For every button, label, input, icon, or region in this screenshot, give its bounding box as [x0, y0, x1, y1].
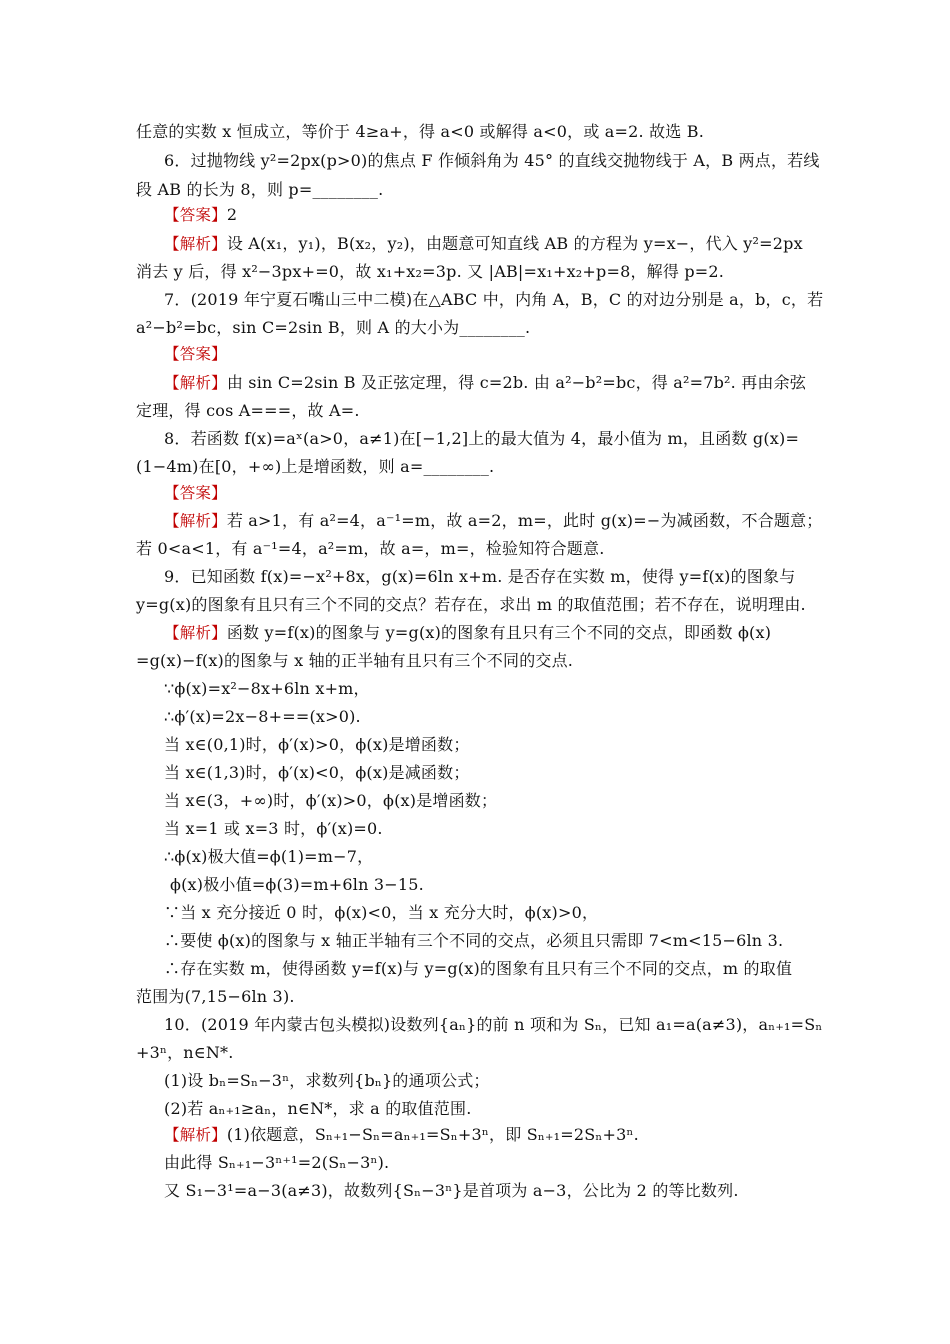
text-line: ∴ϕ(x)极大值=ϕ(1)=m−7，	[164, 847, 374, 866]
text-line: y=g(x)的图象有且只有三个不同的交点？若存在，求出 m 的取值范围；若不存在，说明理由.	[136, 595, 806, 614]
answer-line	[164, 344, 227, 364]
analysis-line	[164, 511, 822, 531]
sub-question-1: (1)设 bₙ=Sₙ−3ⁿ，求数列{bₙ}的通项公式；	[164, 1071, 490, 1090]
question-7: 7．(2019 年宁夏石嘴山三中二模)在△ABC 中，内角 A，B，C 的对边分别是 a，b，c，若	[164, 290, 824, 309]
text-line: a²−b²=bc，sin C=2sin B，则 A 的大小为________.	[136, 318, 531, 337]
answer-text: 2	[226, 205, 238, 224]
text-line: +3ⁿ，n∈N*.	[136, 1043, 234, 1062]
analysis-text: 由 sin C=2sin B 及正弦定理，得 c=2b. 由 a²−b²=bc，得 a²=7b². 再由余弦	[226, 373, 807, 392]
analysis-line	[164, 373, 806, 393]
analysis-text: 若 a>1，有 a²=4，a⁻¹=m，故 a=2，m=，此时 g(x)=−为减函数，不合题意；	[226, 511, 823, 530]
text-line: 若 0<a<1，有 a⁻¹=4，a²=m，故 a=，m=，检验知符合题意.	[136, 539, 605, 558]
answer-tag: 【答案】	[164, 206, 227, 224]
answer-tag: 【答案】	[164, 345, 227, 363]
question-8: 8．若函数 f(x)=aˣ(a>0，a≠1)在[−1,2]上的最大值为 4，最小值为 m，且函数 g(x)=	[164, 429, 800, 448]
answer-tag: 【答案】	[164, 484, 227, 502]
analysis-line	[164, 623, 771, 643]
text-line: ∴ϕ′(x)=2x−8+==(x>0).	[164, 707, 361, 726]
analysis-tag: 【解析】	[164, 624, 227, 642]
analysis-line	[164, 1125, 639, 1145]
question-10: 10．(2019 年内蒙古包头模拟)设数列{aₙ}的前 n 项和为 Sₙ，已知 a₁=a(a≠3)，aₙ₊₁=Sₙ	[164, 1015, 823, 1034]
analysis-text: 设 A(x₁，y₁)，B(x₂，y₂)，由题意可知直线 AB 的方程为 y=x−，代入 y²=2px	[226, 234, 803, 253]
text-line: 定理，得 cos A===，故 A=.	[136, 401, 360, 420]
text-line: ϕ(x)极小值=ϕ(3)=m+6ln 3−15.	[170, 875, 424, 894]
text-line: ∵当 x 充分接近 0 时，ϕ(x)<0，当 x 充分大时，ϕ(x)>0，	[164, 903, 599, 922]
text-line: ∴要使 ϕ(x)的图象与 x 轴正半轴有三个不同的交点，必须且只需即 7<m<15−6ln 3.	[164, 931, 784, 950]
text-line: 当 x∈(1,3)时，ϕ′(x)<0，ϕ(x)是减函数；	[164, 763, 470, 782]
question-9: 9．已知函数 f(x)=−x²+8x，g(x)=6ln x+m. 是否存在实数 m，使得 y=f(x)的图象与	[164, 567, 796, 586]
text-line: ∴存在实数 m，使得函数 y=f(x)与 y=g(x)的图象有且只有三个不同的交点，m 的取值	[164, 959, 793, 978]
question-6: 6．过抛物线 y²=2px(p>0)的焦点 F 作倾斜角为 45° 的直线交抛物线于 A，B 两点，若线	[164, 151, 820, 170]
text-line: 段 AB 的长为 8，则 p=________.	[136, 180, 384, 199]
answer-line	[164, 205, 237, 225]
text-line: 当 x∈(0,1)时，ϕ′(x)>0，ϕ(x)是增函数；	[164, 735, 470, 754]
text-line: 又 S₁−3¹=a−3(a≠3)，故数列{Sₙ−3ⁿ}是首项为 a−3，公比为 2 的等比数列.	[164, 1181, 739, 1200]
analysis-line	[164, 234, 803, 254]
analysis-text: 函数 y=f(x)的图象与 y=g(x)的图象有且只有三个不同的交点，即函数 ϕ(x)	[226, 623, 772, 642]
text-line: (1−4m)在[0，+∞)上是增函数，则 a=________.	[136, 457, 495, 476]
analysis-text: (1)依题意，Sₙ₊₁−Sₙ=aₙ₊₁=Sₙ+3ⁿ，即 Sₙ₊₁=2Sₙ+3ⁿ.	[226, 1125, 639, 1144]
text-line: 消去 y 后，得 x²−3px+=0，故 x₁+x₂=3p. 又 |AB|=x₁+x₂+p=8，解得 p=2.	[136, 262, 725, 281]
text-line: 范围为(7,15−6ln 3).	[136, 987, 295, 1006]
answer-line	[164, 483, 227, 503]
text-line: =g(x)−f(x)的图象与 x 轴的正半轴有且只有三个不同的交点.	[136, 651, 574, 670]
analysis-tag: 【解析】	[164, 235, 227, 253]
analysis-tag: 【解析】	[164, 374, 227, 392]
text-line: 任意的实数 x 恒成立，等价于 4≥a+，得 a<0 或解得 a<0，或 a=2. 故选 B.	[136, 122, 705, 141]
text-line: ∵ϕ(x)=x²−8x+6ln x+m，	[164, 679, 370, 698]
analysis-tag: 【解析】	[164, 512, 227, 530]
text-line: 当 x=1 或 x=3 时，ϕ′(x)=0.	[164, 819, 383, 838]
sub-question-2: (2)若 aₙ₊₁≥aₙ，n∈N*，求 a 的取值范围.	[164, 1099, 472, 1118]
analysis-tag: 【解析】	[164, 1126, 227, 1144]
text-line: 由此得 Sₙ₊₁−3ⁿ⁺¹=2(Sₙ−3ⁿ).	[164, 1153, 390, 1172]
text-line: 当 x∈(3，+∞)时，ϕ′(x)>0，ϕ(x)是增函数；	[164, 791, 498, 810]
